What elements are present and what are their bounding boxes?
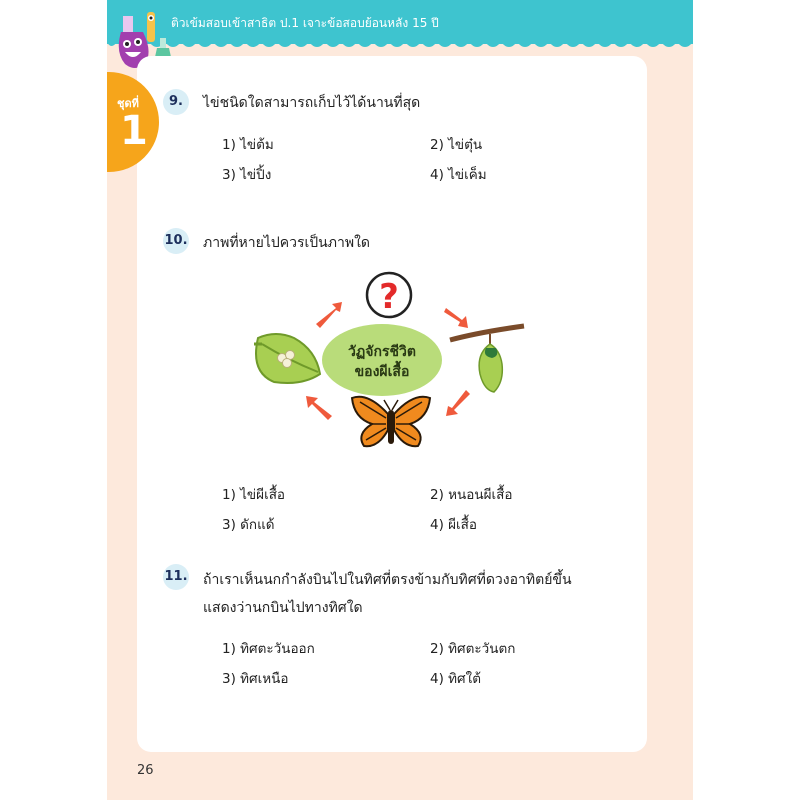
- question-11-option-1[interactable]: 1) ทิศตะวันออก: [222, 641, 315, 657]
- question-10-option-3[interactable]: 3) ดักแด้: [222, 517, 275, 533]
- cycle-center-line2: ของผีเสื้อ: [354, 364, 410, 380]
- cycle-center: [322, 324, 442, 396]
- question-10-option-1[interactable]: 1) ไข่ผีเสื้อ: [222, 487, 286, 503]
- question-9-option-3[interactable]: 3) ไข่ปิ้ง: [222, 167, 272, 183]
- question-11-option-4[interactable]: 4) ทิศใต้: [430, 671, 481, 687]
- cycle-center-line1: วัฏจักรชีวิต: [348, 344, 416, 360]
- question-10-text: ภาพที่หายไปควรเป็นภาพใด: [203, 235, 371, 251]
- question-mark-icon: [367, 273, 411, 317]
- question-11-number: 11.: [163, 564, 189, 590]
- page-number: 26: [137, 763, 154, 778]
- butterfly-icon: [352, 397, 430, 446]
- question-9-number: 9.: [163, 89, 189, 115]
- butterfly-life-cycle-diagram: [240, 268, 540, 460]
- question-10-number: 10.: [163, 228, 189, 254]
- missing-symbol: ?: [379, 277, 399, 317]
- chrysalis-icon: [450, 326, 524, 392]
- arrow-chrysalis-to-butterfly: [446, 390, 470, 416]
- header-title: ติวเข้มสอบเข้าสาธิต ป.1 เจาะข้อสอบย้อนหลัง 15 ปี: [171, 16, 439, 30]
- set-tab-label: ชุดที่: [117, 97, 139, 110]
- question-9-option-1[interactable]: 1) ไข่ต้ม: [222, 137, 274, 153]
- question-9-text: ไข่ชนิดใดสามารถเก็บไว้ได้นานที่สุด: [203, 95, 421, 111]
- arrow-leaf-to-top: [316, 302, 342, 328]
- leaf-eggs-icon: [254, 334, 320, 383]
- header-scallop: [107, 38, 693, 54]
- question-11-text-line1: ถ้าเราเห็นนกกำลังบินไปในทิศที่ตรงข้ามกับทิศที่ดวงอาทิตย์ขึ้น: [203, 572, 572, 588]
- set-tab-number: 1: [120, 108, 148, 154]
- question-9-option-4[interactable]: 4) ไข่เค็ม: [430, 167, 487, 183]
- question-11-text-line2: แสดงว่านกบินไปทางทิศใด: [203, 600, 363, 616]
- arrow-butterfly-to-leaf: [306, 396, 332, 420]
- question-11-option-3[interactable]: 3) ทิศเหนือ: [222, 671, 289, 687]
- arrow-top-to-chrysalis: [444, 308, 468, 328]
- question-9-option-2[interactable]: 2) ไข่ตุ๋น: [430, 137, 483, 153]
- question-10-option-4[interactable]: 4) ผีเสื้อ: [430, 517, 478, 533]
- question-10-option-2[interactable]: 2) หนอนผีเสื้อ: [430, 487, 513, 503]
- question-11-option-2[interactable]: 2) ทิศตะวันตก: [430, 641, 516, 657]
